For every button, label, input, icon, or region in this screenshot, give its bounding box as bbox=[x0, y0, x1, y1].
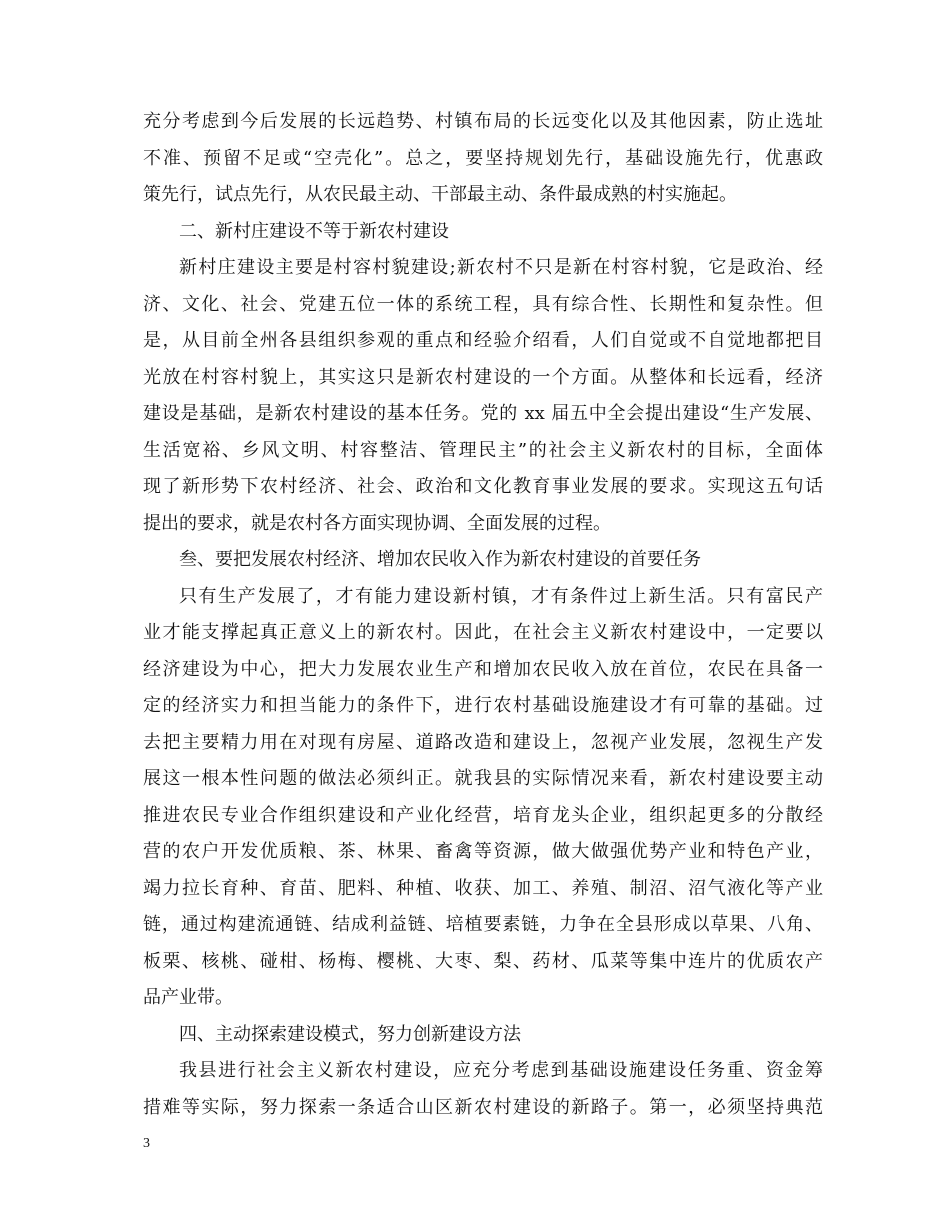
paragraph-line: 是，从目前全州各县组织参观的重点和经验介绍看，人们自觉或不自觉地都把目 bbox=[143, 330, 823, 351]
paragraph-line: 只有生产发展了，才有能力建设新村镇，才有条件过上新生活。只有富民产 bbox=[179, 585, 823, 607]
section-heading: 四、主动探索建设模式，努力创新建设方法 bbox=[179, 1023, 521, 1045]
paragraph-line: 品产业带。 bbox=[143, 987, 233, 1008]
section-heading: 二、新村庄建设不等于新农村建设 bbox=[179, 220, 449, 242]
paragraph-line: 定的经济实力和担当能力的条件下，进行农村基础设施建设才有可靠的基础。过 bbox=[143, 695, 823, 716]
paragraph-line: 去把主要精力用在对现有房屋、道路改造和建设上，忽视产业发展，忽视生产发 bbox=[143, 731, 823, 753]
paragraph-line: 营的农户开发优质粮、茶、林果、畜禽等资源，做大做强优势产业和特色产业， bbox=[143, 841, 823, 862]
paragraph-line: 新村庄建设主要是村容村貌建设;新农村不只是新在村容村貌，它是政治、经 bbox=[179, 257, 823, 278]
paragraph-line: 展这一根本性问题的做法必须纠正。就我县的实际情况来看，新农村建设要主动 bbox=[143, 768, 823, 789]
paragraph-line: 济、文化、社会、党建五位一体的系统工程，具有综合性、长期性和复杂性。但 bbox=[143, 293, 823, 315]
paragraph-line: 充分考虑到今后发展的长远趋势、村镇布局的长远变化以及其他因素，防止选址 bbox=[143, 111, 823, 132]
paragraph-line: 光放在村容村貌上，其实这只是新农村建设的一个方面。从整体和长远看，经济 bbox=[143, 366, 823, 388]
paragraph-line: 链，通过构建流通链、结成利益链、培植要素链，力争在全县形成以草果、八角、 bbox=[143, 914, 823, 935]
paragraph-line: 建设是基础，是新农村建设的基本任务。党的 xx 届五中全会提出建设“生产发展、 bbox=[143, 403, 823, 424]
document-body bbox=[143, 104, 823, 1126]
paragraph-line: 生活宽裕、乡风文明、村容整洁、管理民主”的社会主义新农村的目标，全面体 bbox=[143, 439, 823, 461]
paragraph-line: 提出的要求，就是农村各方面实现协调、全面发展的过程。 bbox=[143, 512, 611, 534]
paragraph-line: 业才能支撑起真正意义上的新农村。因此，在社会主义新农村建设中，一定要以 bbox=[143, 622, 823, 643]
page-number: 3 bbox=[143, 1136, 150, 1151]
paragraph-line: 竭力拉长育种、育苗、肥料、种植、收获、加工、养殖、制沼、沼气液化等产业 bbox=[143, 877, 823, 899]
paragraph-line: 现了新形势下农村经济、社会、政治和文化教育事业发展的要求。实现这五句话 bbox=[143, 476, 823, 497]
paragraph-line: 经济建设为中心，把大力发展农业生产和增加农民收入放在首位，农民在具备一 bbox=[143, 658, 823, 680]
paragraph-line: 不准、预留不足或“空壳化”。总之，要坚持规划先行，基础设施先行，优惠政 bbox=[143, 147, 823, 169]
paragraph-line: 推进农民专业合作组织建设和产业化经营，培育龙头企业，组织起更多的分散经 bbox=[143, 804, 823, 826]
paragraph-line: 板栗、核桃、碰柑、杨梅、樱桃、大枣、梨、药材、瓜菜等集中连片的优质农产 bbox=[143, 950, 823, 972]
paragraph-line: 措难等实际，努力探索一条适合山区新农村建设的新路子。第一，必须坚持典范 bbox=[143, 1096, 823, 1118]
paragraph-line: 我县进行社会主义新农村建设，应充分考虑到基础设施建设任务重、资金筹 bbox=[179, 1060, 823, 1081]
paragraph-line: 策先行，试点先行，从农民最主动、干部最主动、条件最成熟的村实施起。 bbox=[143, 184, 737, 205]
section-heading: 叁、要把发展农村经济、增加农民收入作为新农村建设的首要任务 bbox=[179, 549, 701, 570]
